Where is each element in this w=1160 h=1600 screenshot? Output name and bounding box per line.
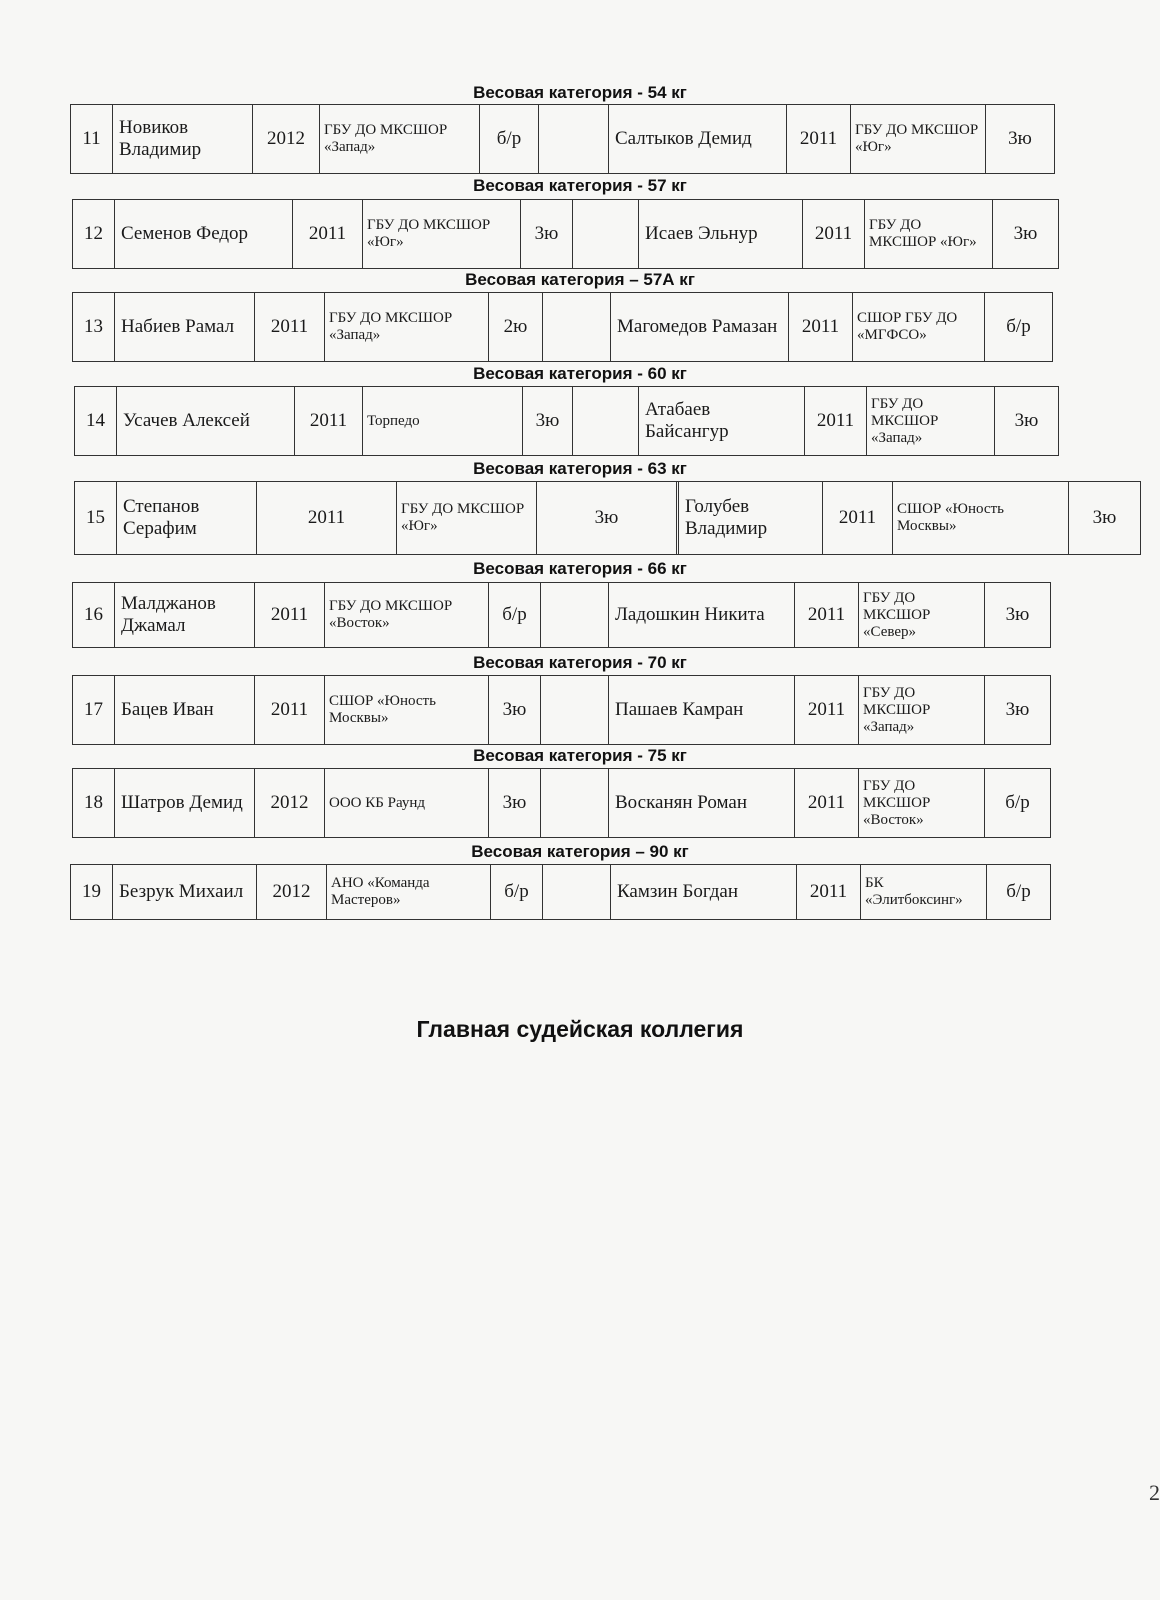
fighter2-year: 2011 xyxy=(795,769,859,838)
page-number: 2 xyxy=(1149,1480,1160,1505)
fighter1-year: 2012 xyxy=(253,105,320,174)
fighter2-rank: 3ю xyxy=(1069,482,1141,555)
fighter2-club: ГБУ ДО МКСШОР «Юг» xyxy=(865,200,993,269)
empty-cell xyxy=(541,583,609,648)
fighter1-name: Степанов Серафим xyxy=(117,482,257,555)
bout-table xyxy=(70,104,1055,174)
fighter2-name: Голубев Владимир xyxy=(679,482,823,555)
fighter1-rank: 3ю xyxy=(523,387,573,456)
fighter2-year: 2011 xyxy=(789,293,853,362)
fighter1-year: 2011 xyxy=(255,676,325,745)
fighter1-name: Семенов Федор xyxy=(115,200,293,269)
fighter1-club: Торпедо xyxy=(363,387,523,456)
empty-cell xyxy=(543,865,611,920)
bout-number: 16 xyxy=(73,583,115,648)
fighter2-name: Салтыков Демид xyxy=(609,105,787,174)
bout-table xyxy=(74,481,1141,555)
bout-number: 11 xyxy=(71,105,113,174)
weight-category-title: Весовая категория – 57А кг xyxy=(465,270,695,289)
fighter2-year: 2011 xyxy=(795,676,859,745)
fighter2-club: СШОР ГБУ ДО «МГФСО» xyxy=(853,293,985,362)
fighter2-club: ГБУ ДО МКСШОР «Запад» xyxy=(867,387,995,456)
fighter2-year: 2011 xyxy=(795,583,859,648)
fighter2-year: 2011 xyxy=(797,865,861,920)
bout-table xyxy=(70,864,1051,920)
fighter1-rank: б/р xyxy=(491,865,543,920)
fighter2-rank: 3ю xyxy=(985,676,1051,745)
fighter1-club: ГБУ ДО МКСШОР «Юг» xyxy=(397,482,537,555)
fighter2-rank: б/р xyxy=(987,865,1051,920)
fighter1-rank: б/р xyxy=(489,583,541,648)
fighter2-name: Атабаев Байсангур xyxy=(639,387,805,456)
fighter1-rank: 3ю xyxy=(537,482,677,555)
fighter2-year: 2011 xyxy=(787,105,851,174)
bout-table xyxy=(72,292,1053,362)
fighter1-rank: б/р xyxy=(480,105,539,174)
fighter1-name: Набиев Рамал xyxy=(115,293,255,362)
fighter2-club: ГБУ ДО МКСШОР «Восток» xyxy=(859,769,985,838)
fighter2-year: 2011 xyxy=(803,200,865,269)
fighter1-name: Малджанов Джамал xyxy=(115,583,255,648)
fighter2-name: Исаев Эльнур xyxy=(639,200,803,269)
bout-number: 13 xyxy=(73,293,115,362)
fighter1-year: 2012 xyxy=(255,769,325,838)
bout-number: 15 xyxy=(75,482,117,555)
weight-category-title: Весовая категория – 90 кг xyxy=(471,842,689,861)
fighter2-club: СШОР «Юность Москвы» xyxy=(893,482,1069,555)
fighter2-name: Камзин Богдан xyxy=(611,865,797,920)
fighter1-club: АНО «Команда Мастеров» xyxy=(327,865,491,920)
bout-number: 18 xyxy=(73,769,115,838)
bout-table xyxy=(72,768,1051,838)
fighter1-club: ООО КБ Раунд xyxy=(325,769,489,838)
bout-table xyxy=(74,386,1059,456)
fighter1-rank: 3ю xyxy=(489,769,541,838)
bout-number: 14 xyxy=(75,387,117,456)
fighter2-rank: 3ю xyxy=(993,200,1059,269)
fighter1-name: Новиков Владимир xyxy=(113,105,253,174)
fighter2-rank: б/р xyxy=(985,293,1053,362)
fighter2-rank: б/р xyxy=(985,769,1051,838)
fighter1-year: 2011 xyxy=(255,583,325,648)
fighter2-club: ГБУ ДО МКСШОР «Запад» xyxy=(859,676,985,745)
weight-category-title: Весовая категория - 63 кг xyxy=(473,459,687,478)
fighter2-name: Восканян Роман xyxy=(609,769,795,838)
signature-title: Главная судейская коллегия xyxy=(416,1016,744,1042)
fighter1-year: 2011 xyxy=(295,387,363,456)
bout-number: 19 xyxy=(71,865,113,920)
fighter2-name: Пашаев Камран xyxy=(609,676,795,745)
fighter1-year: 2011 xyxy=(293,200,363,269)
fighter1-club: ГБУ ДО МКСШОР «Запад» xyxy=(325,293,489,362)
bout-table xyxy=(72,199,1059,269)
fighter2-year: 2011 xyxy=(805,387,867,456)
empty-cell xyxy=(541,676,609,745)
fighter2-rank: 3ю xyxy=(985,583,1051,648)
bout-number: 17 xyxy=(73,676,115,745)
empty-cell xyxy=(573,387,639,456)
bout-table xyxy=(72,675,1051,745)
fighter1-rank: 3ю xyxy=(521,200,573,269)
empty-cell xyxy=(543,293,611,362)
fighter1-name: Безрук Михаил xyxy=(113,865,257,920)
weight-category-title: Весовая категория - 54 кг xyxy=(473,83,687,102)
fighter2-rank: 3ю xyxy=(986,105,1055,174)
fighter1-name: Бацев Иван xyxy=(115,676,255,745)
weight-category-title: Весовая категория - 66 кг xyxy=(473,559,687,578)
empty-cell xyxy=(541,769,609,838)
fighter1-club: ГБУ ДО МКСШОР «Запад» xyxy=(320,105,480,174)
fighter1-rank: 2ю xyxy=(489,293,543,362)
fighter2-year: 2011 xyxy=(823,482,893,555)
fighter1-club: ГБУ ДО МКСШОР «Восток» xyxy=(325,583,489,648)
empty-cell xyxy=(573,200,639,269)
empty-cell xyxy=(539,105,609,174)
fighter2-club: БК «Элитбоксинг» xyxy=(861,865,987,920)
fighter2-name: Ладошкин Никита xyxy=(609,583,795,648)
fighter2-club: ГБУ ДО МКСШОР «Юг» xyxy=(851,105,986,174)
weight-category-title: Весовая категория - 57 кг xyxy=(473,176,687,195)
fighter1-name: Шатров Демид xyxy=(115,769,255,838)
fighter1-club: ГБУ ДО МКСШОР «Юг» xyxy=(363,200,521,269)
fighter1-year: 2011 xyxy=(257,482,397,555)
weight-category-title: Весовая категория - 60 кг xyxy=(473,364,687,383)
weight-category-title: Весовая категория - 70 кг xyxy=(473,653,687,672)
fighter1-rank: 3ю xyxy=(489,676,541,745)
fighter2-rank: 3ю xyxy=(995,387,1059,456)
bout-number: 12 xyxy=(73,200,115,269)
weight-category-title: Весовая категория - 75 кг xyxy=(473,746,687,765)
fighter1-club: СШОР «Юность Москвы» xyxy=(325,676,489,745)
fighter2-club: ГБУ ДО МКСШОР «Север» xyxy=(859,583,985,648)
fighter1-year: 2011 xyxy=(255,293,325,362)
fighter1-year: 2012 xyxy=(257,865,327,920)
fighter2-name: Магомедов Рамазан xyxy=(611,293,789,362)
fighter1-name: Усачев Алексей xyxy=(117,387,295,456)
bout-table xyxy=(72,582,1051,648)
